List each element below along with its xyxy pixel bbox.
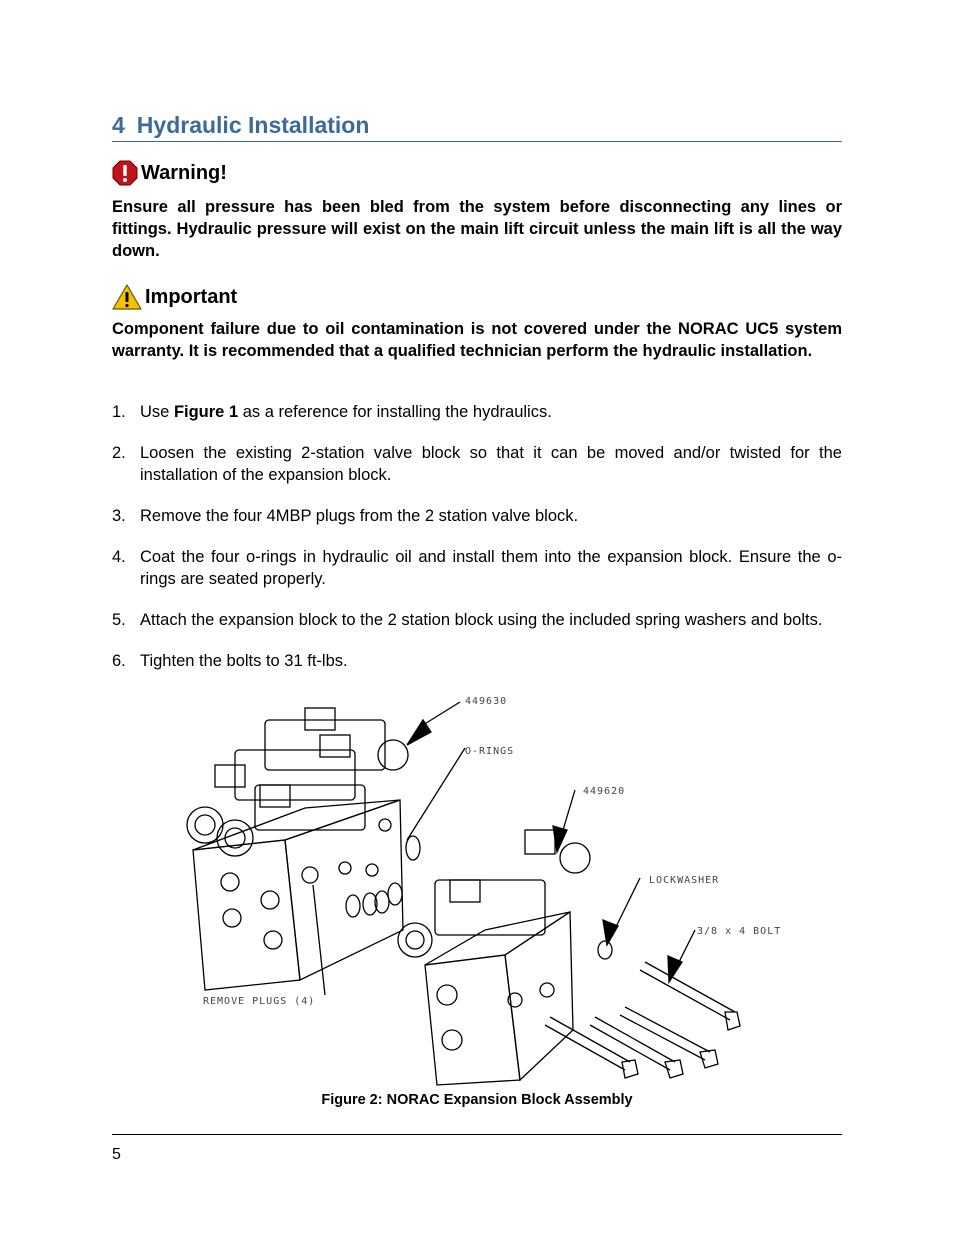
o-ring (388, 883, 402, 905)
footer-divider (112, 1134, 842, 1135)
step-text: Remove the four 4MBP plugs from the 2 station valve block. (140, 507, 579, 525)
step-text: Attach the expansion block to the 2 station block using the included spring washers and bolts. (140, 611, 823, 629)
warning-text: Ensure all pressure has been bled from the system before disconnecting any lines or fittings. Hydraulic pressure will exist on the main lift circuit unless the main lift is all the way down. (112, 198, 842, 260)
expansion-valve-knob (398, 923, 432, 957)
list-item (112, 546, 842, 590)
section-number: 4 (112, 112, 125, 138)
step-text: Coat the four o-rings in hydraulic oil and install them into the expansion block. Ensure the o-rings are seated properly. (140, 548, 842, 588)
solenoid-cap (525, 830, 555, 854)
step-text: Use (140, 403, 174, 421)
plug (366, 864, 378, 876)
page-number: 5 (112, 1146, 121, 1163)
warning-heading (112, 160, 227, 186)
port (223, 909, 241, 927)
step-number: 6. (112, 652, 126, 670)
port (442, 1030, 462, 1050)
important-heading (112, 284, 237, 310)
list-item (112, 505, 842, 527)
o-rings-label: O-RINGS (465, 746, 515, 757)
bolt-label: 3/8 x 4 BOLT (697, 926, 782, 937)
expansion-block-side (505, 912, 573, 1080)
station-block-front (193, 840, 300, 990)
warning-stop-icon (112, 160, 138, 186)
port (540, 983, 554, 997)
important-heading-text: Important (145, 285, 238, 308)
section-title-text: Hydraulic Installation (136, 112, 370, 138)
step-number: 5. (112, 611, 126, 629)
solenoid-cap (450, 880, 480, 902)
station-block-top (193, 800, 400, 850)
list-item (112, 442, 842, 486)
valve-body (265, 720, 385, 770)
list-item (112, 401, 842, 423)
valve-knob (378, 740, 408, 770)
port (264, 931, 282, 949)
step-number: 4. (112, 548, 126, 566)
solenoid-cap (320, 735, 350, 757)
installation-steps (112, 401, 842, 691)
expansion-valve-body (435, 880, 545, 935)
list-item (112, 650, 842, 672)
plug (339, 862, 351, 874)
figure-reference: Figure 1 (173, 403, 239, 421)
expansion-block-drawing (175, 690, 805, 1090)
section-heading (112, 112, 842, 142)
expansion-valve-knob (560, 843, 590, 873)
bolt (640, 962, 740, 1030)
solenoid-cap (305, 708, 335, 730)
o-ring (406, 836, 420, 860)
part-label-449630: 449630 (465, 696, 508, 707)
step-number: 1. (112, 403, 126, 421)
caution-triangle-icon (112, 284, 142, 310)
port (437, 985, 457, 1005)
warning-heading-text: Warning! (141, 161, 227, 184)
solenoid-cap (260, 785, 290, 807)
lockwasher (598, 941, 612, 959)
expansion-block-top (425, 912, 570, 965)
figure-caption: Figure 2: NORAC Expansion Block Assembly (321, 1092, 633, 1108)
station-block-side (285, 800, 403, 980)
expansion-block-front (425, 955, 520, 1085)
step-text: Tighten the bolts to 31 ft-lbs. (140, 652, 348, 670)
port (221, 873, 239, 891)
plug (379, 819, 391, 831)
step-text: as a reference for installing the hydraulics. (238, 403, 552, 421)
list-item (112, 609, 842, 631)
port (261, 891, 279, 909)
o-ring (346, 895, 360, 917)
part-label-449620: 449620 (583, 786, 626, 797)
step-number: 3. (112, 507, 126, 525)
remove-plugs-label: REMOVE PLUGS (4) (203, 996, 316, 1007)
solenoid-cap (215, 765, 245, 787)
step-number: 2. (112, 444, 126, 462)
important-text: Component failure due to oil contamination is not covered under the NORAC UC5 system warranty. It is recommended that a qualified technician perform the hydraulic installation. (112, 320, 842, 360)
lockwasher-label: LOCKWASHER (649, 875, 720, 886)
plug (302, 867, 318, 883)
valve-knob (217, 820, 253, 856)
step-text: Loosen the existing 2-station valve block so that it can be moved and/or twisted for the installation of the expansion block. (140, 444, 842, 484)
